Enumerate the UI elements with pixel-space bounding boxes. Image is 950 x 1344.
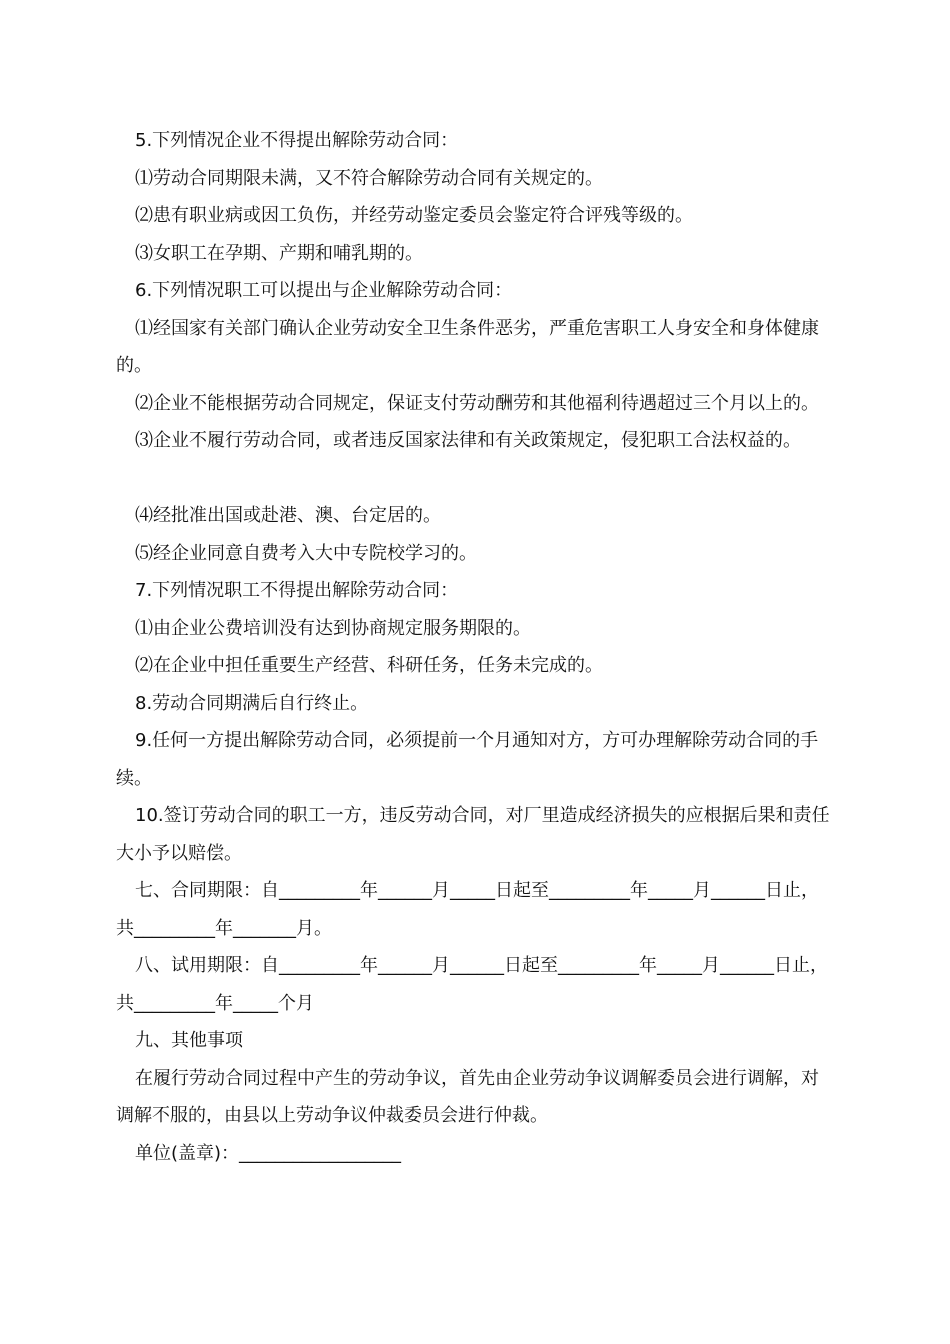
dispute-resolution-paragraph: 在履行劳动合同过程中产生的劳动争议，首先由企业劳动争议调解委员会进行调解，对调解不服的，由县以上劳动争议仲裁委员会进行仲裁。 — [116, 1067, 819, 1126]
contract-term-fill-line[interactable]: 七、合同期限：自_________年______月_____日起至_________年_____月______日止，共_________年_______月。 — [116, 880, 819, 939]
paragraph-5-item-1: ⑴劳动合同期限未满，又不符合解除劳动合同有关规定的。 — [135, 167, 603, 189]
document-body — [116, 122, 836, 1172]
unit-seal-field[interactable]: 单位(盖章)：__________________ — [135, 1142, 402, 1164]
paragraph-6-heading: 6.下列情况职工可以提出与企业解除劳动合同： — [135, 280, 513, 301]
paragraph-6-item-1: ⑴经国家有关部门确认企业劳动安全卫生条件恶劣，严重危害职工人身安全和身体健康的。 — [116, 317, 819, 376]
paragraph-6-item-5: ⑸经企业同意自费考入大中专院校学习的。 — [135, 542, 477, 564]
paragraph-6-item-4: ⑷经批准出国或赴港、澳、台定居的。 — [135, 505, 441, 526]
paragraph-5-item-2: ⑵患有职业病或因工负伤，并经劳动鉴定委员会鉴定符合评残等级的。 — [135, 205, 693, 226]
paragraph-6-item-3: ⑶企业不履行劳动合同，或者违反国家法律和有关政策规定，侵犯职工合法权益的。 — [135, 430, 801, 451]
paragraph-7-heading: 7.下列情况职工不得提出解除劳动合同： — [135, 580, 459, 601]
paragraph-5-item-3: ⑶女职工在孕期、产期和哺乳期的。 — [135, 242, 423, 264]
paragraph-7-item-1: ⑴由企业公费培训没有达到协商规定服务期限的。 — [135, 617, 531, 639]
paragraph-5-heading: 5.下列情况企业不得提出解除劳动合同： — [135, 130, 459, 151]
paragraph-9: 9.任何一方提出解除劳动合同，必须提前一个月通知对方，方可办理解除劳动合同的手续。 — [116, 730, 819, 789]
blank-line — [116, 460, 836, 498]
probation-term-fill-line[interactable]: 八、试用期限：自_________年______月______日起至_________年_____月______日止，共_________年_____个月 — [116, 955, 828, 1014]
paragraph-7-item-2: ⑵在企业中担任重要生产经营、科研任务，任务未完成的。 — [135, 655, 603, 676]
paragraph-6-item-2: ⑵企业不能根据劳动合同规定，保证支付劳动酬劳和其他福利待遇超过三个月以上的。 — [135, 392, 819, 414]
section-9-heading: 九、其他事项 — [135, 1030, 243, 1051]
paragraph-8: 8.劳动合同期满后自行终止。 — [135, 692, 369, 714]
paragraph-10: 10.签订劳动合同的职工一方，违反劳动合同，对厂里造成经济损失的应根据后果和责任大小予以赔偿。 — [116, 805, 830, 864]
